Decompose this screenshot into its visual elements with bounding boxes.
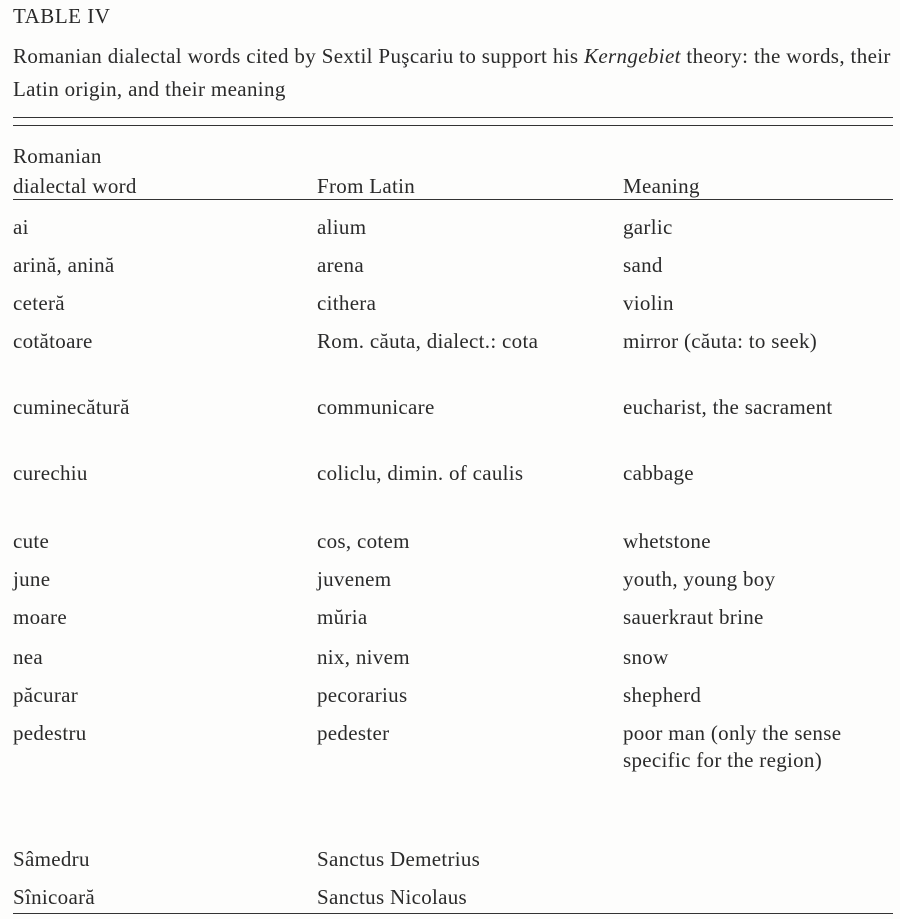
row-latin: alium bbox=[317, 215, 367, 239]
top-rule-upper bbox=[13, 117, 893, 118]
row-latin: arena bbox=[317, 253, 364, 277]
bottom-rule bbox=[13, 913, 893, 914]
row-meaning: sauerkraut brine bbox=[623, 605, 764, 629]
row-word: păcurar bbox=[13, 683, 79, 707]
row-meaning: snow bbox=[623, 645, 669, 669]
row-latin: cos, cotem bbox=[317, 529, 410, 553]
row-meaning: whetstone bbox=[623, 529, 711, 553]
column-header-word-line2: dialectal word bbox=[13, 174, 137, 198]
row-latin: Rom. căuta, dialect.: cota bbox=[317, 329, 539, 353]
top-rule-lower bbox=[13, 125, 893, 126]
row-latin: pedester bbox=[317, 721, 390, 745]
row-latin: Sanctus Nicolaus bbox=[317, 885, 468, 909]
row-meaning: poor man (only the sense specific for the region) bbox=[623, 721, 842, 772]
row-word: Sâmedru bbox=[13, 847, 90, 871]
row-word: cute bbox=[13, 529, 50, 553]
header-rule bbox=[13, 199, 893, 200]
table-caption bbox=[13, 40, 893, 106]
row-word: arină, anină bbox=[13, 253, 115, 277]
row-meaning: violin bbox=[623, 291, 674, 315]
caption-italic-term: Kerngebiet bbox=[584, 44, 681, 68]
row-word: ceteră bbox=[13, 291, 65, 315]
row-latin: juvenem bbox=[317, 567, 392, 591]
column-header-latin: From Latin bbox=[317, 174, 416, 198]
row-latin: coliclu, dimin. of caulis bbox=[317, 461, 524, 485]
row-word: Sînicoară bbox=[13, 885, 96, 909]
row-meaning: cabbage bbox=[623, 461, 694, 485]
row-word: nea bbox=[13, 645, 44, 669]
row-word: pedestru bbox=[13, 721, 87, 745]
row-word: ai bbox=[13, 215, 29, 239]
row-word: cuminecătură bbox=[13, 395, 130, 419]
column-header-word bbox=[13, 141, 137, 201]
row-meaning: garlic bbox=[623, 215, 673, 239]
row-meaning: mirror (căuta: to seek) bbox=[623, 329, 818, 353]
row-meaning: shepherd bbox=[623, 683, 702, 707]
row-latin: nix, nivem bbox=[317, 645, 410, 669]
row-word: moare bbox=[13, 605, 67, 629]
row-meaning: eucharist, the sacrament bbox=[623, 395, 833, 419]
caption-text-part1: Romanian dialectal words cited by Sextil Puşcariu to support his bbox=[13, 44, 584, 68]
table-label: TABLE IV bbox=[13, 4, 111, 28]
caption-text-part2: theory: the words, their Latin origin, and their meaning bbox=[13, 44, 891, 101]
row-latin: communicare bbox=[317, 395, 435, 419]
row-meaning: youth, young boy bbox=[623, 567, 776, 591]
row-word: june bbox=[13, 567, 51, 591]
row-latin: pecorarius bbox=[317, 683, 408, 707]
row-word: cotătoare bbox=[13, 329, 93, 353]
row-meaning: sand bbox=[623, 253, 663, 277]
column-header-word-line1: Romanian bbox=[13, 144, 102, 168]
row-latin: cithera bbox=[317, 291, 377, 315]
column-header-meaning: Meaning bbox=[623, 174, 700, 198]
row-word: curechiu bbox=[13, 461, 88, 485]
row-latin: mŭria bbox=[317, 605, 368, 629]
row-latin: Sanctus Demetrius bbox=[317, 847, 481, 871]
